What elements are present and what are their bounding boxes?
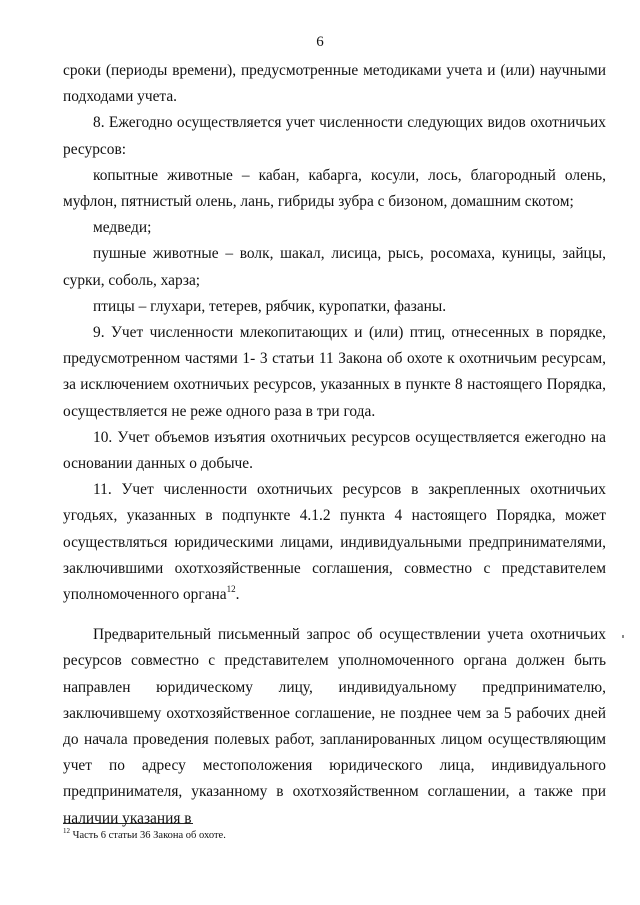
scan-mark (622, 635, 624, 638)
paragraph-bears: медведи; (93, 219, 152, 237)
footnote-marker: 12 (63, 826, 70, 835)
footnote-reference-suffix: . (235, 586, 240, 604)
footnote-divider (63, 823, 193, 824)
footnote (63, 826, 603, 841)
paragraph-item-11 (63, 477, 606, 608)
paragraph-prior-request: Предварительный письменный запрос об осуществлении учета охотничьих ресурсов совместно с представителем уполномоченного органа должен быть направлен юридическому лицу, индивидуальному предпринимателю, заключившему охотхозяйственное соглашение, не позднее чем за 5 рабочих дней до начала проведения полевых работ, запланированных лицом осуществляющим учет по адресу местоположения юридического лица, индивидуального предпринимателя, указанному в охотхозяйственном соглашении, а также при наличии указания в (63, 626, 606, 827)
footnote-reference: 12 (226, 583, 236, 594)
footnote-text: Часть 6 статьи 36 Закона об охоте. (70, 830, 226, 841)
page-number: 6 (316, 34, 324, 50)
paragraph-continuation: сроки (периоды времени), предусмотренные методиками учета и (или) научными подходами учета. (63, 62, 606, 106)
paragraph-item-10: 10. Учет объемов изъятия охотничьих ресурсов осуществляется ежегодно на основании данных о добыче. (63, 428, 606, 473)
paragraph-item-11-text: 11. Учет численности охотничьих ресурсов в закрепленных охотничьих угодьях, указанных в подпункте 4.1.2 пункта 4 настоящего Порядка, может осуществляться юридическими лицами, индивидуальными предпринимателями, заключившими охотхозяйственные соглашения, совместно с представителем уполномоченного органа (63, 481, 606, 604)
paragraph-birds: птицы – глухари, тетерев, рябчик, куропатки, фазаны. (93, 297, 447, 315)
document-body (63, 58, 606, 832)
paragraph-item-8: 8. Ежегодно осуществляется учет численности следующих видов охотничьих ресурсов: (63, 114, 606, 158)
paragraph-ungulates: копытные животные – кабан, кабарга, косули, лось, благородный олень, муфлон, пятнистый олень, лань, гибриды зубра с бизоном, домашним скотом; (63, 166, 606, 211)
paragraph-item-9: 9. Учет численности млекопитающих и (или) птиц, отнесенных в порядке, предусмотренном частями 1- 3 статьи 11 Закона об охоте к охотничьим ресурсам, за исключением охотничьих ресурсов, указанных в пункте 8 настоящего Порядка, осуществляется не реже одного раза в три года. (63, 324, 606, 420)
paragraph-fur-animals: пушные животные – волк, шакал, лисица, рысь, росомаха, куницы, зайцы, сурки, соболь, харза; (63, 245, 606, 289)
